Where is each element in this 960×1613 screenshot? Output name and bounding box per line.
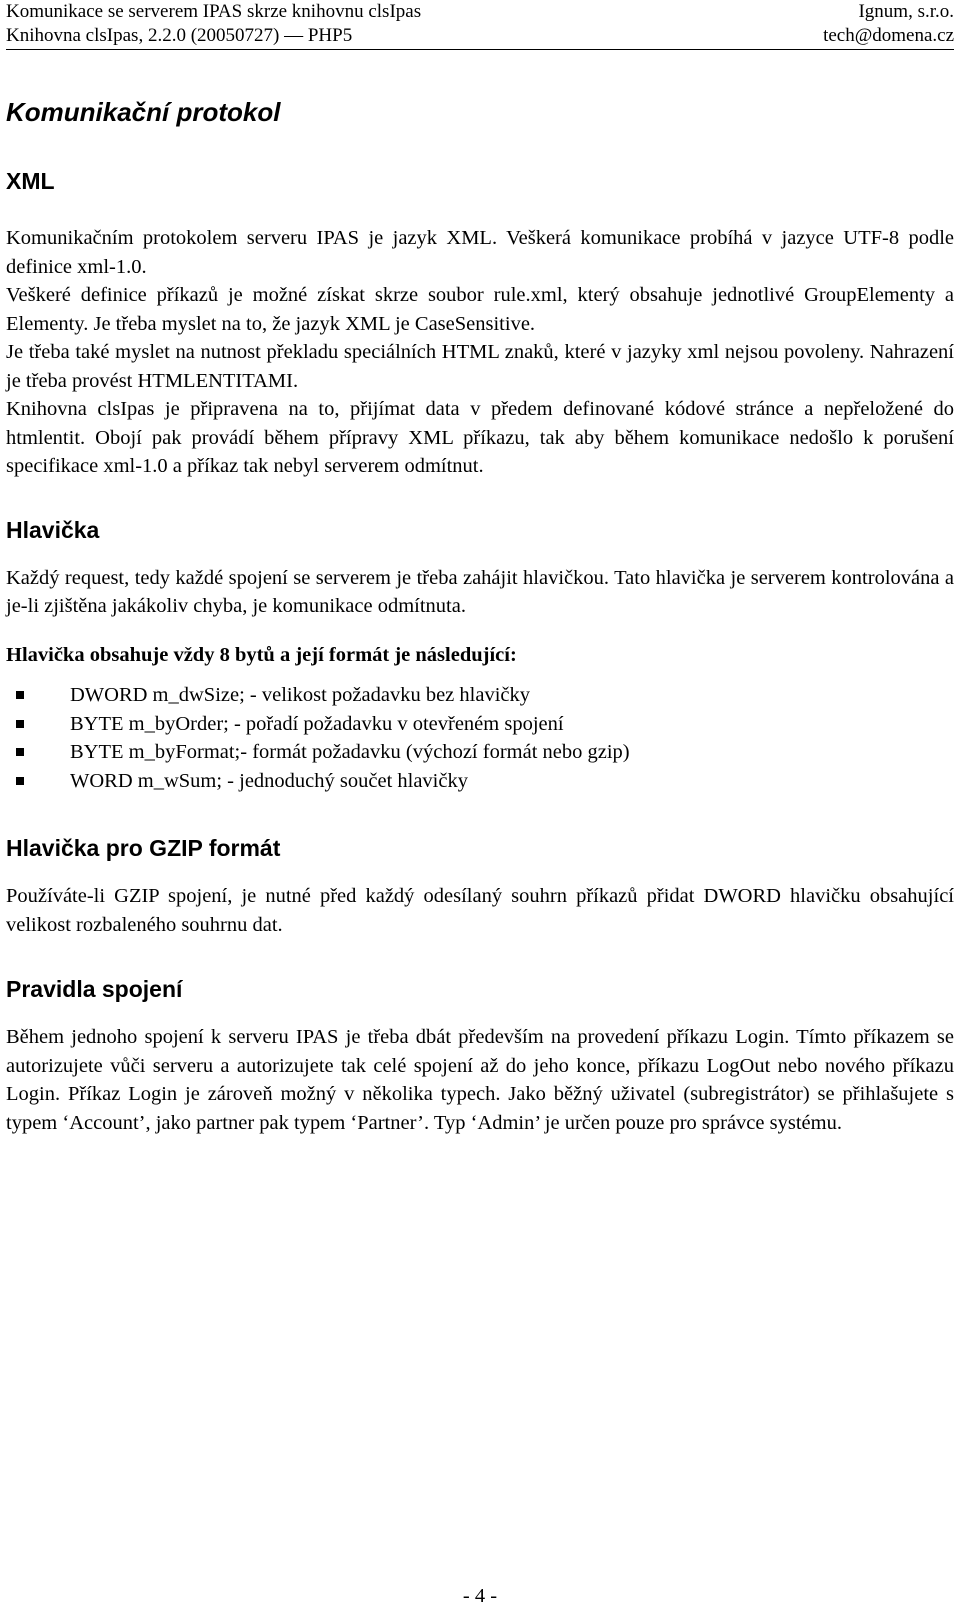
page-title: Komunikační protokol [6,97,281,127]
list-item-text: WORD m_wSum; - jednoduchý součet hlavičky [70,769,468,792]
list-item [6,767,954,796]
header-document-title: Komunikace se serverem IPAS skrze knihovnu clsIpas [6,1,422,22]
list-item [6,710,954,739]
xml-paragraph-1: Komunikačním protokolem serveru IPAS je jazyk XML. Veškerá komunikace probíhá v jazyce UTF-8 podle definice xml-1.0. [6,227,954,278]
list-item-text: BYTE m_byOrder; - pořadí požadavku v otevřeném spojení [70,712,564,735]
xml-paragraph-3: Je třeba také myslet na nutnost překladu speciálních HTML znaků, které v jazyky xml nejsou povoleny. Nahrazení je třeba provést HTMLENTITAMI. [6,341,954,392]
section-heading-gzip: Hlavička pro GZIP formát [6,835,281,861]
square-bullet-icon [16,777,24,785]
hlavicka-field-list [6,681,954,795]
xml-paragraph-2: Veškeré definice příkazů je možné získat skrze soubor rule.xml, který obsahuje jednotlivé GroupElementy a Elementy. Je třeba myslet na to, že jazyk XML je CaseSensitive. [6,284,954,335]
xml-paragraph-4: Knihovna clsIpas je připravena na to, přijímat data v předem definované kódové stránce a nepřeložené do htmlentit. Obojí pak provádí během přípravy XML příkazu, tak aby během komunikace nedošlo k porušení specifikace xml-1.0 a příkaz tak nebyl serverem odmítnut. [6,398,954,477]
page-header [6,0,954,50]
section-heading-pravidla: Pravidla spojení [6,976,183,1002]
header-company: Ignum, s.r.o. [858,1,954,22]
list-item [6,681,954,710]
square-bullet-icon [16,720,24,728]
hlavicka-format-heading: Hlavička obsahuje vždy 8 bytů a její formát je následující: [6,643,517,666]
hlavicka-paragraph: Každý request, tedy každé spojení se serverem je třeba zahájit hlavičkou. Tato hlavička je serverem kontrolována a je-li zjištěna jakákoliv chyba, je komunikace odmítnuta. [6,566,954,617]
list-item [6,738,954,767]
header-row-1 [6,0,954,24]
square-bullet-icon [16,748,24,756]
list-item-text: BYTE m_byFormat;- formát požadavku (výchozí formát nebo gzip) [70,741,630,763]
header-email: tech@domena.cz [823,25,954,46]
page-number: - 4 - [462,1585,498,1607]
pravidla-paragraph: Během jednoho spojení k serveru IPAS je třeba dbát především na provedení příkazu Login. Tímto příkazem se autorizujete vůči serveru a autorizujete tak celé spojení až do jeho konce, příkazu LogOut nebo nového příkazu Login. Příkaz Login je zároveň možný v několika typech. Jako běžný uživatel (subregistrátor) se přihlašujete s typem ‘Account’, jako partner pak typem ‘Partner’. Typ ‘Admin’ je určen pouze pro správce systému. [6,1026,954,1134]
header-row-2 [6,24,954,48]
section-heading-hlavicka: Hlavička [6,516,100,543]
square-bullet-icon [16,691,24,699]
list-item-text: DWORD m_dwSize; - velikost požadavku bez hlavičky [70,684,530,706]
section-heading-xml: XML [6,168,55,194]
header-library-version: Knihovna clsIpas, 2.2.0 (20050727) — PHP5 [6,25,353,46]
document-content [6,96,954,1137]
gzip-paragraph: Používáte-li GZIP spojení, je nutné před každý odesílaný souhrn příkazů přidat DWORD hlavičku obsahující velikost rozbaleného souhrnu dat. [6,885,954,936]
